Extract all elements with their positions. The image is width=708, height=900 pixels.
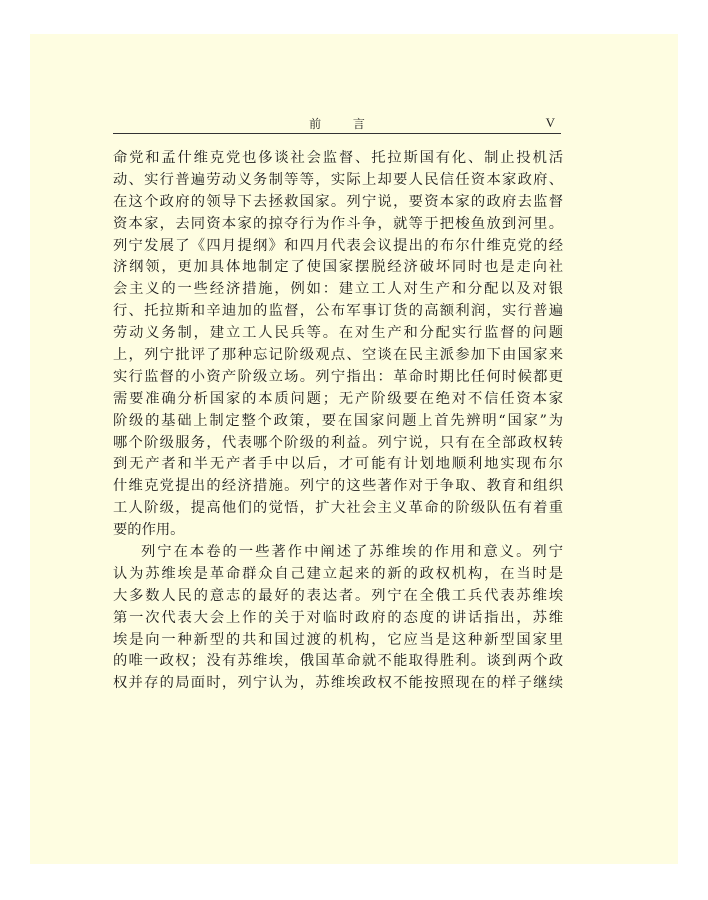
text-line: 劳动义务制，建立工人民兵等。在对生产和分配实行监督的问题 (113, 325, 563, 342)
text-line: 阶级的基础上制定整个政策，要在国家问题上首先辨明“国家”为 (113, 412, 563, 429)
text-line: 列宁发展了《四月提纲》和四月代表会议提出的布尔什维克党的经 (113, 237, 563, 254)
text-line: 哪个阶级服务，代表哪个阶级的利益。列宁说，只有在全部政权转 (113, 434, 563, 451)
text-line: 动、实行普遍劳动义务制等等，实际上却要人民信任资本家政府、 (113, 171, 563, 188)
text-line: 工人阶级，提高他们的觉悟，扩大社会主义革命的阶级队伍有着重 (113, 500, 563, 517)
text-line: 什维克党提出的经济措施。列宁的这些著作对于争取、教育和组织 (113, 478, 563, 495)
chapter-title: 前 言 (309, 117, 379, 131)
paragraph-first-line: 列宁在本卷的一些著作中阐述了苏维埃的作用和意义。列宁 (141, 544, 563, 561)
text-line: 权并存的局面时，列宁认为，苏维埃政权不能按照现在的样子继续 (113, 675, 563, 692)
text-line: 的唯一政权；没有苏维埃，俄国革命就不能取得胜利。谈到两个政 (113, 653, 563, 670)
text-line: 需要准确分析国家的本质问题；无产阶级要在绝对不信任资本家 (113, 390, 563, 407)
text-line: 到无产者和半无产者手中以后，才可能有计划地顺利地实现布尔 (113, 456, 563, 473)
text-line: 资本家，去同资本家的掠夺行为作斗争，就等于把梭鱼放到河里。 (113, 215, 563, 232)
text-line: 会主义的一些经济措施，例如：建立工人对生产和分配以及对银 (113, 281, 563, 298)
text-line: 上，列宁批评了那种忘记阶级观点、空谈在民主派参加下由国家来 (113, 347, 563, 364)
text-line: 实行监督的小资产阶级立场。列宁指出：革命时期比任何时候都更 (113, 368, 563, 385)
text-line: 命党和孟什维克党也侈谈社会监督、托拉斯国有化、制止投机活 (113, 150, 563, 166)
text-line: 认为苏维埃是革命群众自己建立起来的新的政权机构，在当时是 (113, 565, 563, 582)
text-line: 大多数人民的意志的最好的表达者。列宁在全俄工兵代表苏维埃 (113, 587, 563, 604)
body-text (113, 148, 563, 695)
text-line: 第一次代表大会上作的关于对临时政府的态度的讲话指出，苏维 (113, 609, 563, 626)
text-line: 济纲领，更加具体地制定了使国家摆脱经济破坏同时也是走向社 (113, 259, 563, 276)
text-line: 要的作用。 (113, 522, 185, 539)
text-line: 行、托拉斯和辛迪加的监督，公布军事订货的高额利润，实行普遍 (113, 303, 563, 320)
page-number: V (545, 115, 555, 130)
running-header (113, 115, 561, 134)
text-line: 埃是向一种新型的共和国过渡的机构，它应当是这种新型国家里 (113, 631, 563, 648)
text-line: 在这个政府的领导下去拯救国家。列宁说，要资本家的政府去监督 (113, 193, 563, 210)
